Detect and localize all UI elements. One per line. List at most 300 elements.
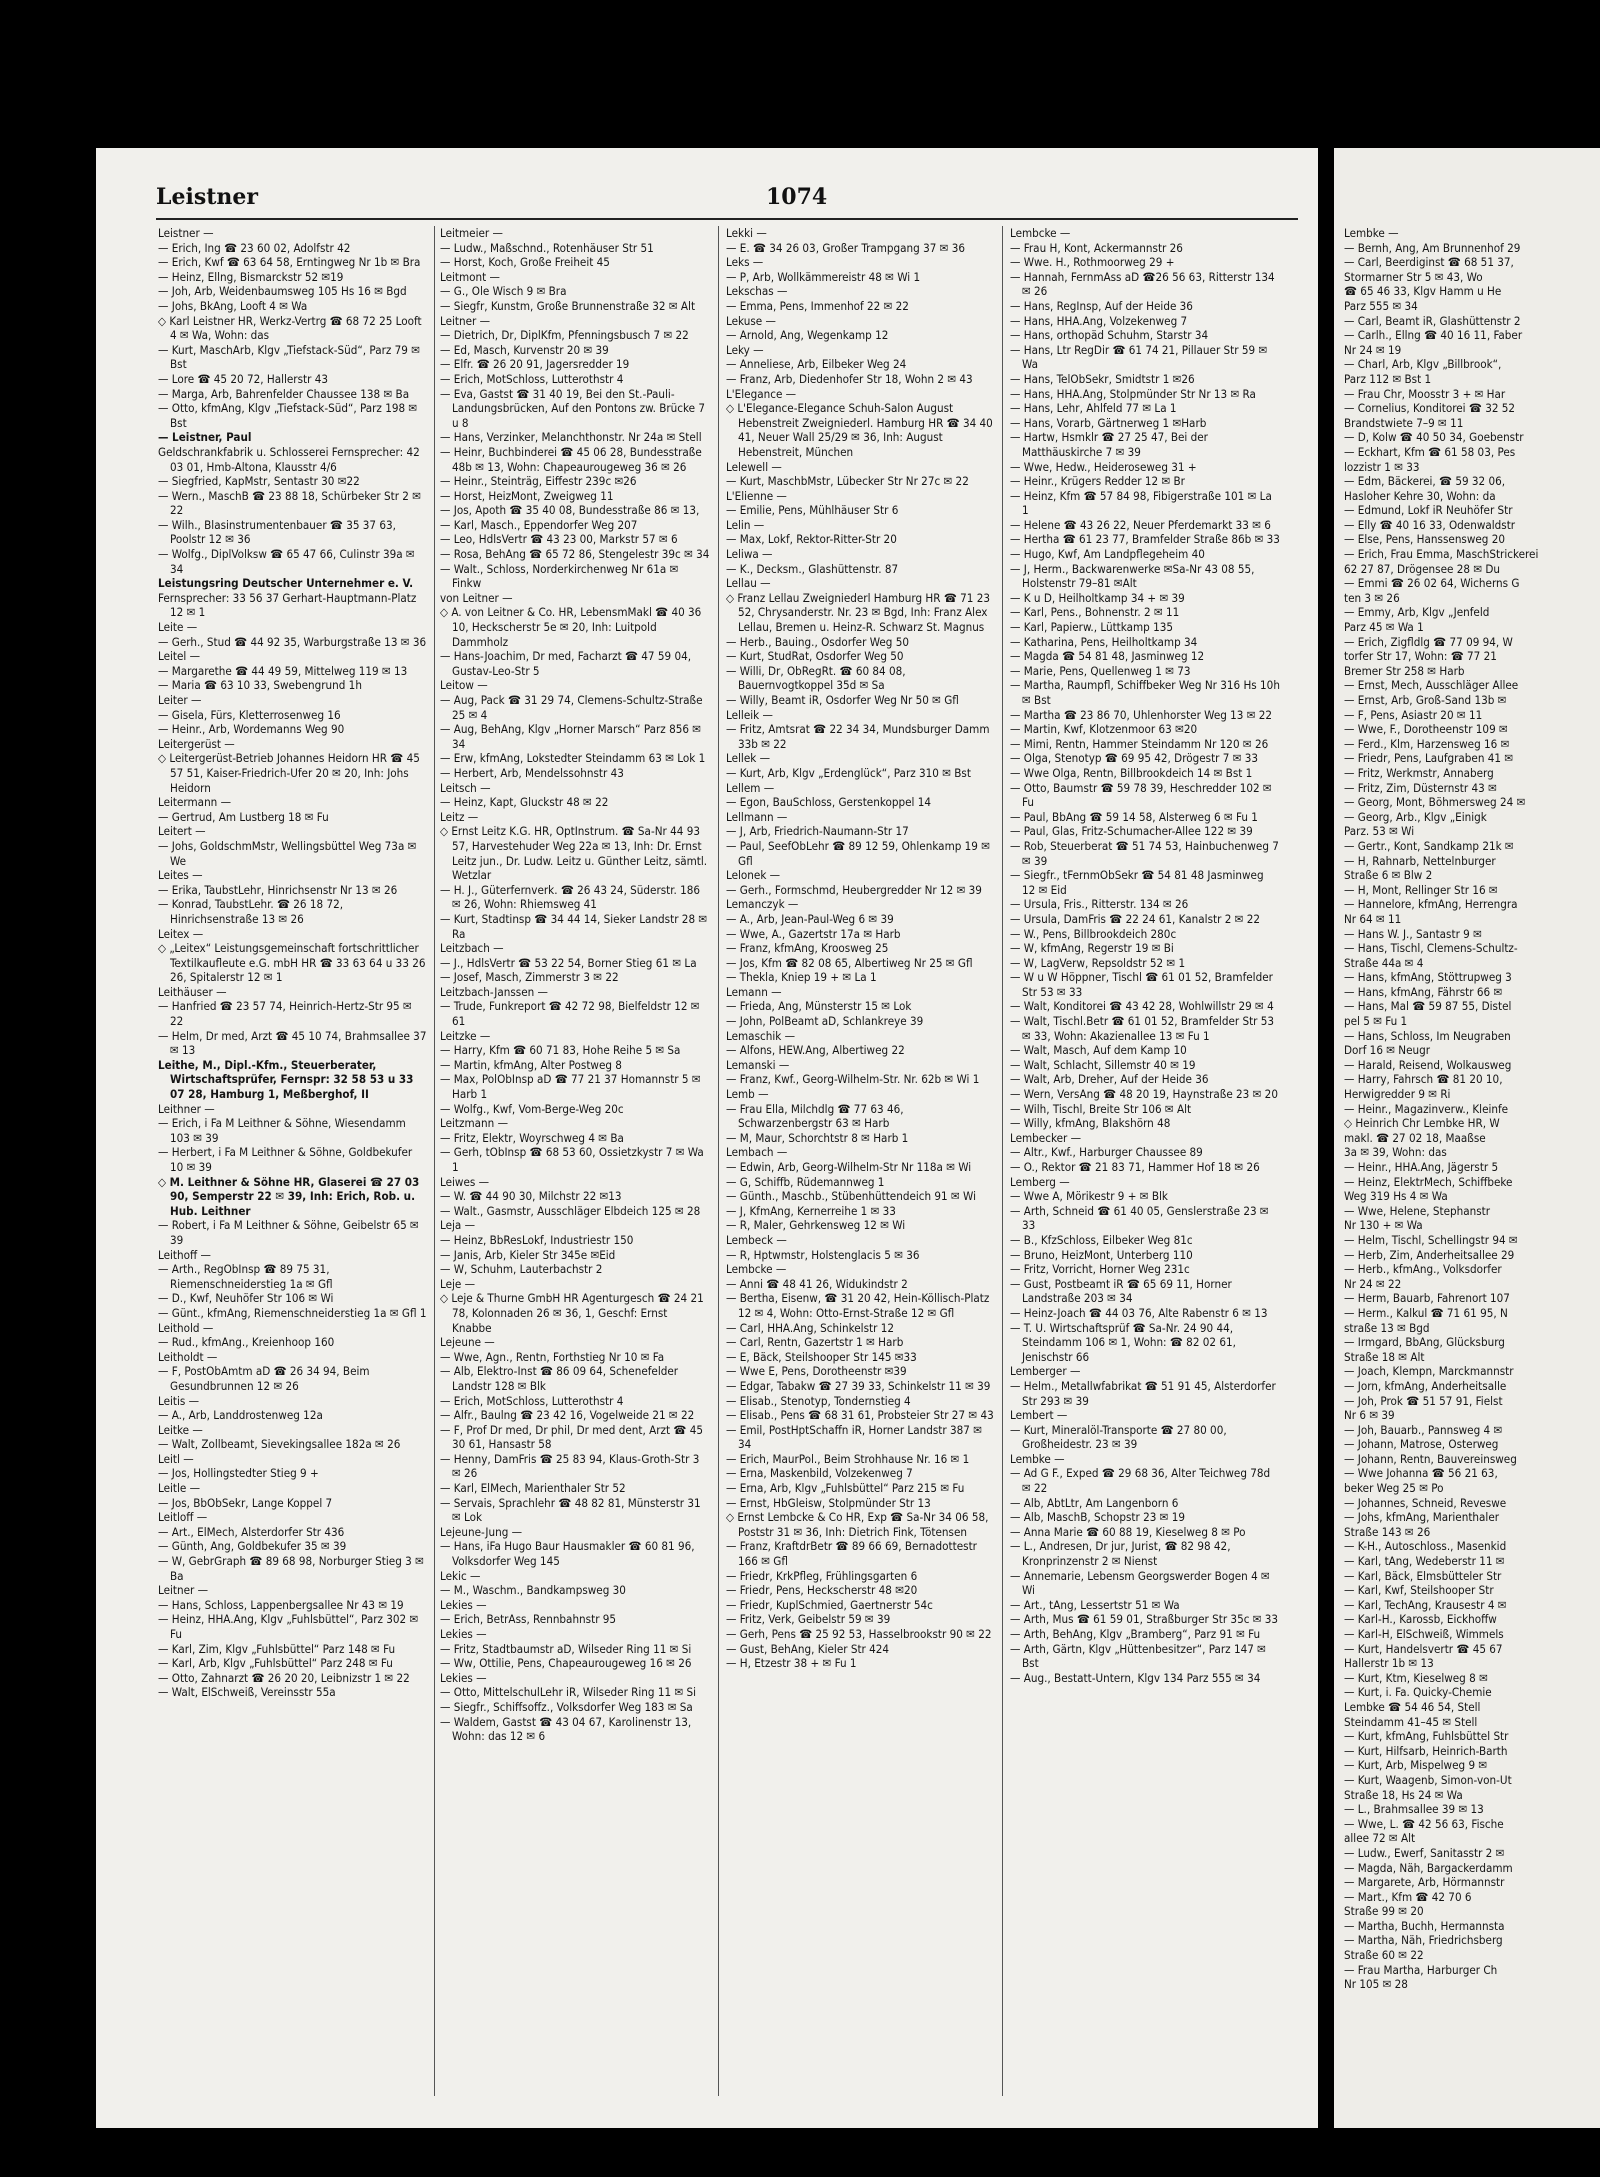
directory-entry: — Wern., MaschB ☎ 23 88 18, Schürbeker Str 2 ✉ 22 [158, 488, 421, 518]
directory-entry: — Hans, Verzinker, Melanchthonstr. Nr 24a ✉ Stell [440, 430, 702, 445]
directory-entry: — Harry, Fahrsch ☎ 81 20 10, [1344, 1072, 1503, 1087]
directory-entry: — Siegfr, Kunstm, Große Brunnenstraße 32 ✉ Alt [440, 298, 696, 313]
directory-entry: Straße 44a ✉ 4 [1344, 955, 1424, 970]
directory-entry: Leite — [158, 620, 198, 635]
directory-entry: — Gerh, tObInsp ☎ 68 53 60, Ossietzkystr 7 ✉ Wa 1 [440, 1145, 704, 1174]
directory-entry: — L., Andresen, Dr jur, Jurist, ☎ 82 98 42, Kronprinzenstr 2 ✉ Nienst [1010, 1539, 1231, 1569]
directory-entry: Nr 64 ✉ 11 [1344, 911, 1402, 926]
directory-entry: Leitmont — [440, 269, 500, 284]
directory-entry: Lemaschik — [726, 1028, 796, 1043]
directory-entry: — G., Ole Wisch 9 ✉ Bra [440, 284, 567, 299]
directory-entry: Nr 6 ✉ 39 [1344, 1408, 1395, 1423]
directory-entry: Straße 143 ✉ 26 [1344, 1524, 1431, 1539]
directory-entry: — B., KfzSchloss, Eilbeker Weg 81c [1010, 1232, 1193, 1247]
directory-entry: — Hartw, Hsmklr ☎ 27 25 47, Bei der Matthäuskirche 7 ✉ 39 [1010, 430, 1208, 459]
directory-entry: — Kurt, Mineralöl-Transporte ☎ 27 80 00, Großheidestr. 23 ✉ 39 [1010, 1422, 1227, 1452]
directory-entry: — A., Arb, Jean-Paul-Weg 6 ✉ 39 [726, 911, 894, 926]
directory-entry: — Alb, MaschB, Schopstr 23 ✉ 19 [1010, 1510, 1185, 1525]
directory-entry: — Franz, kfmAng, Kroosweg 25 [726, 941, 889, 956]
directory-entry: Lemanczyk — [726, 897, 799, 912]
directory-entry: — Ludw., Ewerf, Sanitasstr 2 ✉ [1344, 1845, 1505, 1860]
directory-entry: — Erich, MotSchloss, Lutterothstr 4 [440, 1393, 624, 1408]
directory-entry: — Magda, Näh, Bargackerdamm [1344, 1860, 1513, 1875]
directory-entry: — Edgar, Tabakw ☎ 27 39 33, Schinkelstr 11 ✉ 39 [726, 1378, 991, 1393]
directory-entry: Lembach — [726, 1145, 788, 1160]
directory-entry: — Heinz, Ellng, Bismarckstr 52 ✉19 [158, 269, 344, 284]
directory-entry: — Alfons, HEW.Ang, Albertiweg 22 [726, 1043, 905, 1058]
directory-entry: Brandstwiete 7–9 ✉ 11 [1344, 415, 1464, 430]
directory-entry: — Franz, KraftdrBetr ☎ 89 66 69, Bernadottestr 166 ✉ Gfl [726, 1539, 977, 1569]
directory-entry: Parz 112 ✉ Bst 1 [1344, 371, 1432, 386]
directory-entry: Parz 45 ✉ Wa 1 [1344, 620, 1424, 635]
directory-entry: — Aug., Bestatt-Untern, Klgv 134 Parz 555 ✉ 34 [1010, 1670, 1261, 1685]
directory-entry: — Willy, kfmAng, Blakshörn 48 [1010, 1116, 1171, 1131]
directory-entry: Leithner — [158, 1101, 215, 1116]
directory-entry: — Hans, orthopäd Schuhm, Starstr 34 [1010, 328, 1209, 343]
directory-entry: — Otto, Baumstr ☎ 59 78 39, Heschredder 102 ✉ Fu [1010, 780, 1272, 810]
directory-entry: — Kurt, i. Fa. Quicky-Chemie [1344, 1685, 1492, 1700]
directory-entry: — Max, PolObInsp aD ☎ 77 21 37 Homannstr 5 ✉ Harb 1 [440, 1072, 701, 1102]
directory-entry: — Wwe Olga, Rentn, Billbrookdeich 14 ✉ Bst 1 [1010, 765, 1253, 780]
directory-entry: Leitow — [440, 678, 488, 693]
directory-entry: — Wwe, F., Dorotheenstr 109 ✉ [1344, 722, 1508, 737]
directory-entry: — Hans, Vorarb, Gärtnerweg 1 ✉Harb [1010, 415, 1207, 430]
directory-entry: — Kurt, StudRat, Osdorfer Weg 50 [726, 649, 904, 664]
directory-entry: — Joach, Klempn, Marckmannstr [1344, 1364, 1514, 1379]
directory-entry: — Wwe A, Mörikestr 9 + ✉ Blk [1010, 1189, 1168, 1204]
directory-entry: — Hannah, FernmAss aD ☎26 56 63, Ritterstr 134 ✉ 26 [1010, 269, 1275, 299]
directory-entry: — Bertha, Eisenw, ☎ 31 20 42, Hein-Köllisch-Platz 12 ✉ 4, Wohn: Otto-Ernst-Straße 12 ✉ Gfl [726, 1291, 990, 1320]
directory-entry: Nr 105 ✉ 28 [1344, 1977, 1408, 1992]
directory-entry: — Fritz, Verk, Geibelstr 59 ✉ 39 [726, 1612, 891, 1627]
directory-entry: — John, PolBeamt aD, Schlankreye 39 [726, 1014, 924, 1029]
directory-entry: — R, Maler, Gehrkensweg 12 ✉ Wi [726, 1218, 906, 1233]
directory-entry: — Hans, kfmAng, Fährstr 66 ✉ [1344, 984, 1503, 999]
directory-entry: — H, Mont, Rellinger Str 16 ✉ [1344, 882, 1498, 897]
directory-entry: — Joh, Bauarb., Pannsweg 4 ✉ [1344, 1422, 1503, 1437]
directory-entry: — Johann, Matrose, Osterweg [1344, 1437, 1499, 1452]
directory-entry: — Ernst, Arb, Groß-Sand 13b ✉ [1344, 693, 1507, 707]
column-2 [440, 226, 710, 2106]
directory-entry: ◇ M. Leithner & Söhne HR, Glaserei ☎ 27 03 90, Semperstr 22 ✉ 39, Inh: Erich, Rob. u. Hub. Leithner [158, 1174, 420, 1218]
directory-entry: — F, Prof Dr med, Dr phil, Dr med dent, Arzt ☎ 45 30 61, Hansastr 58 [440, 1422, 703, 1452]
directory-entry: — Dietrich, Dr, DiplKfm, Pfenningsbusch 7 ✉ 22 [440, 328, 689, 343]
directory-entry: — Herb, Zim, Anderheitsallee 29 [1344, 1247, 1515, 1262]
directory-entry: Bremer Str 258 ✉ Harb [1344, 663, 1465, 678]
directory-entry: — Otto, Zahnarzt ☎ 26 20 20, Leibnizstr 1 ✉ 22 [158, 1670, 410, 1685]
directory-entry: pel 5 ✉ Fu 1 [1344, 1014, 1408, 1029]
directory-entry: ◇ „Leitex“ Leistungsgemeinschaft fortschrittlicher Textilkaufleute e.G. mbH HR ☎ 33 63 64 u 33 26 26, Spitalerstr 12 ✉ 1 [158, 941, 426, 985]
column-3 [726, 226, 996, 2106]
directory-entry: Lembke — [1344, 226, 1399, 240]
directory-entry: Nr 130 + ✉ Wa [1344, 1218, 1423, 1233]
directory-entry: Fernsprecher: 33 56 37 Gerhart-Hauptmann-Platz 12 ✉ 1 [158, 590, 417, 620]
directory-entry: — Erich, Kwf ☎ 63 64 58, Erntingweg Nr 1b ✉ Bra [158, 255, 421, 270]
directory-entry: — Heinr., Krügers Redder 12 ✉ Br [1010, 474, 1185, 489]
directory-entry: — Günt., kfmAng, Riemenschneiderstieg 1a ✉ Gfl 1 [158, 1305, 427, 1320]
directory-entry: — Martin, kfmAng, Alter Postweg 8 [440, 1057, 622, 1072]
directory-entry: Lellmann — [726, 809, 788, 824]
directory-page [96, 148, 1318, 2128]
directory-entry: Lejeune-Jung — [440, 1524, 523, 1539]
directory-entry: Leje — [440, 1276, 476, 1291]
directory-entry: — Walt, ElSchweiß, Vereinsstr 55a [158, 1685, 336, 1700]
directory-entry: — Carl, HHA.Ang, Schinkelstr 12 [726, 1320, 894, 1335]
directory-entry: — Arth, BehAng, Klgv „Bramberg“, Parz 91 ✉ Fu [1010, 1627, 1261, 1641]
directory-entry: — Walt, Zollbeamt, Sievekingsallee 182a ✉ 26 [158, 1437, 401, 1452]
directory-entry: — Heinr., Steinträg, Eiffestr 239c ✉26 [440, 474, 637, 489]
directory-entry: — Erw, kfmAng, Lokstedter Steindamm 63 ✉ Lok 1 [440, 751, 706, 766]
directory-entry: Lellem — [726, 780, 775, 795]
directory-entry: — Kurt, MaschArb, Klgv „Tiefstack-Süd“, Parz 79 ✉ Bst [158, 342, 420, 372]
directory-entry: — Hans, iFa Hugo Baur Hausmakler ☎ 60 81 96, Volksdorfer Weg 145 [440, 1539, 695, 1569]
directory-entry: Lekuse — [726, 313, 776, 328]
directory-entry: — Johann, Rentn, Bauvereinsweg [1344, 1451, 1517, 1466]
directory-entry: — Heinz, BbResLokf, Industriestr 150 [440, 1232, 634, 1247]
directory-entry: — Arth, Schneid ☎ 61 40 05, Genslerstraße 23 ✉ 33 [1010, 1203, 1269, 1233]
directory-entry: — Erich, Ing ☎ 23 60 02, Adolfstr 42 [158, 240, 351, 255]
directory-entry: — Gertr., Kont, Sandkamp 21k ✉ [1344, 838, 1514, 853]
directory-entry: — Marie, Pens, Quellenweg 1 ✉ 73 [1010, 663, 1191, 678]
directory-entry: — W. ☎ 44 90 30, Milchstr 22 ✉13 [440, 1189, 622, 1204]
directory-entry: — G, Schiffb, Rüdemannweg 1 [726, 1174, 885, 1189]
directory-entry: — Emmy, Arb, Klgv „Jenfeld [1344, 605, 1490, 620]
directory-entry: — Lore ☎ 45 20 72, Hallerstr 43 [158, 371, 328, 386]
directory-entry: — Walt., Schloss, Norderkirchenweg Nr 61a ✉ Finkw [440, 561, 679, 591]
directory-entry: Leitis — [158, 1393, 200, 1408]
directory-entry: Lembert — [1010, 1408, 1068, 1423]
directory-entry: — Martin, Kwf, Klotzenmoor 63 ✉20 [1010, 722, 1198, 737]
directory-entry: — Hertha ☎ 61 23 77, Bramfelder Straße 86b ✉ 33 [1010, 532, 1280, 547]
directory-entry: — Ad G F., Exped ☎ 29 68 36, Alter Teichweg 78d ✉ 22 [1010, 1466, 1271, 1496]
directory-entry: Lelewell — [726, 459, 782, 474]
directory-entry: — Willi, Dr, ObRegRt. ☎ 60 84 08, Bauernvogtkoppel 35d ✉ Sa [726, 663, 906, 693]
directory-entry: — Jos, Apoth ☎ 35 40 08, Bundesstraße 86 ✉ 13, [440, 503, 700, 518]
directory-entry: — Wwe, L. ☎ 42 56 63, Fische [1344, 1816, 1504, 1831]
directory-entry: — Hanfried ☎ 23 57 74, Heinrich-Hertz-Str 95 ✉ 22 [158, 999, 412, 1029]
directory-entry: Lembcke — [726, 1262, 787, 1277]
directory-entry: — Katharina, Pens, Heilholtkamp 34 [1010, 634, 1198, 649]
directory-entry: Hallerstr 1b ✉ 13 [1344, 1656, 1434, 1671]
directory-entry: — H, Etzestr 38 + ✉ Fu 1 [726, 1656, 857, 1671]
directory-entry: — Art., tAng, Lessertstr 51 ✉ Wa [1010, 1597, 1180, 1612]
directory-entry: — K., Decksm., Glashüttenstr. 87 [726, 561, 899, 576]
directory-entry: — Carl, Rentn, Gazertstr 1 ✉ Harb [726, 1335, 904, 1350]
directory-entry: — Edmund, Lokf iR Neuhöfer Str [1344, 503, 1513, 518]
directory-entry: — Carl, Beerdiginst ☎ 68 51 37, [1344, 255, 1514, 270]
directory-entry: — Helm, Dr med, Arzt ☎ 45 10 74, Brahmsallee 37 ✉ 13 [158, 1028, 427, 1058]
directory-entry: — Eva, Gastst ☎ 31 40 19, Bei den St.-Pauli-Landungsbrücken, Auf den Pontons zw. Brücke 7 u 8 [440, 386, 705, 430]
directory-entry: — P, Arb, Wollkämmereistr 48 ✉ Wi 1 [726, 269, 921, 284]
directory-entry: — Helm., Metallwfabrikat ☎ 51 91 45, Alsterdorfer Str 293 ✉ 39 [1010, 1378, 1276, 1408]
directory-entry: — Karl, TechAng, Krausestr 4 ✉ [1344, 1597, 1507, 1612]
directory-entry: Lemanski — [726, 1057, 790, 1072]
directory-entry: — Rosa, BehAng ☎ 65 72 86, Stengelestr 39c ✉ 34 [440, 547, 710, 562]
directory-entry: — Henny, DamFris ☎ 25 83 94, Klaus-Groth-Str 3 ✉ 26 [440, 1451, 700, 1481]
directory-entry: — Walt, Schlacht, Sillemstr 40 ✉ 19 [1010, 1057, 1196, 1072]
directory-entry: — Kurt, Waagenb, Simon-von-Ut [1344, 1772, 1512, 1787]
directory-entry: — D., Kwf, Neuhöfer Str 106 ✉ Wi [158, 1291, 334, 1306]
directory-entry: Stormarner Str 5 ✉ 43, Wo [1344, 269, 1483, 284]
directory-entry: — Wwe, Hedw., Heideroseweg 31 + [1010, 459, 1197, 474]
directory-entry: — Erika, TaubstLehr, Hinrichsenstr Nr 13 ✉ 26 [158, 882, 398, 897]
directory-entry: Leitmeier — [440, 226, 503, 240]
directory-entry: — Karl, Bäck, Elmsbütteler Str [1344, 1568, 1502, 1583]
directory-entry: — Margarethe ☎ 44 49 59, Mittelweg 119 ✉ 13 [158, 663, 408, 678]
directory-entry: Lembcke — [1010, 226, 1071, 240]
directory-entry: — Ursula, Fris., Ritterstr. 134 ✉ 26 [1010, 897, 1189, 912]
directory-entry: Lekies — [440, 1597, 487, 1612]
directory-entry: — Heinz, ElektrMech, Schiffbeke [1344, 1174, 1513, 1189]
directory-entry: — Wwe, Agn., Rentn, Forthstieg Nr 10 ✉ Fa [440, 1349, 665, 1364]
directory-entry: — Walt, Tischl.Betr ☎ 61 01 52, Bramfelder Str 53 ✉ 33, Wohn: Akazienallee 13 ✉ Fu 1 [1010, 1014, 1275, 1043]
directory-entry: Leitert — [158, 824, 206, 839]
directory-entry: — Ed, Masch, Kurvenstr 20 ✉ 39 [440, 342, 609, 357]
directory-entry: ◇ A. von Leitner & Co. HR, LebensmMakl ☎ 40 36 10, Heckscherstr 5e ✉ 20, Inh: Luitpold Dammholz [440, 605, 702, 649]
directory-entry: — Erich, MotSchloss, Lutterothstr 4 [440, 371, 624, 386]
directory-entry: Straße 18 ✉ Alt [1344, 1349, 1425, 1364]
directory-entry: — Gertrud, Am Lustberg 18 ✉ Fu [158, 809, 329, 824]
directory-entry: — Ludw., Maßschnd., Rotenhäuser Str 51 [440, 240, 654, 255]
directory-entry: — Gerh., Stud ☎ 44 92 35, Warburgstraße 13 ✉ 36 [158, 634, 427, 649]
directory-entry: — Bruno, HeizMont, Unterberg 110 [1010, 1247, 1193, 1262]
directory-entry: — Karl-H, ElSchweiß, Wimmels [1344, 1627, 1504, 1641]
directory-entry: — Harry, Kfm ☎ 60 71 83, Hohe Reihe 5 ✉ Sa [440, 1043, 681, 1058]
directory-entry: — Georg, Arb., Klgv „Einigk [1344, 809, 1487, 824]
directory-entry: — Martha, Raumpfl, Schiffbeker Weg Nr 316 Hs 10h ✉ Bst [1010, 678, 1280, 707]
directory-entry: — Karl, Zim, Klgv „Fuhlsbüttel“ Parz 148 ✉ Fu [158, 1641, 396, 1656]
directory-entry: — Wwe E, Pens, Dorotheenstr ✉39 [726, 1364, 907, 1379]
directory-entry: Lejeune — [440, 1335, 495, 1350]
directory-entry: — Edm, Bäckerei, ☎ 59 32 06, [1344, 474, 1506, 489]
directory-entry: Leja — [440, 1218, 476, 1233]
directory-entry: — Frieda, Ang, Münsterstr 15 ✉ Lok [726, 999, 912, 1014]
directory-entry: Leitke — [158, 1422, 203, 1437]
directory-entry: Lekki — [726, 226, 767, 240]
directory-entry: Lemb — [726, 1087, 769, 1102]
directory-entry: — Walt, Konditorei ☎ 43 42 28, Wohlwillstr 29 ✉ 4 [1010, 999, 1274, 1014]
directory-entry: — Hans, Lehr, Ahlfeld 77 ✉ La 1 [1010, 401, 1177, 416]
directory-entry: Lelonek — [726, 868, 781, 883]
directory-entry: — H, Rahnarb, Nettelnburger [1344, 853, 1496, 868]
directory-entry: — Trude, Funkreport ☎ 42 72 98, Bielfeldstr 12 ✉ 61 [440, 999, 700, 1029]
directory-entry: torfer Str 17, Wohn: ☎ 77 21 [1344, 649, 1497, 664]
directory-entry: — Karl, Arb, Klgv „Fuhlsbüttel“ Parz 248 ✉ Fu [158, 1656, 393, 1671]
directory-entry: — Hannelore, kfmAng, Herrengra [1344, 897, 1518, 912]
directory-entry: L'Elegance — [726, 386, 797, 401]
directory-entry: — Jos, Kfm ☎ 82 08 65, Albertiweg Nr 25 ✉ Gfl [726, 955, 973, 970]
directory-entry: — Heinr., HHA.Ang, Jägerstr 5 [1344, 1160, 1499, 1174]
directory-entry: — Anni ☎ 48 41 26, Widukindstr 2 [726, 1276, 908, 1291]
directory-entry: — Karl, tAng, Wedeberstr 11 ✉ [1344, 1554, 1505, 1569]
directory-entry: — Emma, Pens, Immenhof 22 ✉ 22 [726, 298, 909, 313]
directory-entry: — T. U. Wirtschaftsprüf ☎ Sa-Nr. 24 90 44, Steindamm 106 ✉ 1, Wohn: ☎ 82 02 61, Jenischstr 66 [1010, 1320, 1236, 1364]
directory-entry: ☎ 65 46 33, Klgv Hamm u He [1344, 284, 1502, 299]
directory-entry: Lekies — [440, 1627, 487, 1641]
directory-entry: ◇ Franz Lellau Zweigniederl Hamburg HR ☎ 71 23 52, Chrysanderstr. Nr. 23 ✉ Bgd, Inh: Franz Alex Lellau, Bremen u. Heinz-R. Schwarz St. Magnus [726, 590, 990, 635]
directory-entry: — Karl-H., Karossb, Eickhoffw [1344, 1612, 1497, 1627]
directory-entry: — Otto, MittelschulLehr iR, Wilseder Ring 11 ✉ Si [440, 1685, 697, 1700]
directory-entry: — Herm., Kalkul ☎ 71 61 95, N [1344, 1305, 1508, 1320]
directory-entry: — Joh, Prok ☎ 51 57 91, Fielst [1344, 1393, 1503, 1408]
directory-entry: — Hans, Tischl, Clemens-Schultz- [1344, 941, 1518, 956]
directory-entry: Hasloher Kehre 30, Wohn: da [1344, 488, 1496, 503]
directory-entry: — Elisab., Stenotyp, Tondernstieg 4 [726, 1393, 911, 1408]
directory-entry: Leitzmann — [440, 1116, 509, 1131]
directory-entry: — Mimi, Rentn, Hammer Steindamm Nr 120 ✉ 26 [1010, 736, 1269, 751]
directory-entry: — Otto, kfmAng, Klgv „Tiefstack-Süd“, Parz 198 ✉ Bst [158, 401, 418, 430]
directory-entry: — Charl, Arb, Klgv „Billbrook“, [1344, 357, 1502, 372]
directory-entry: ten 3 ✉ 26 [1344, 590, 1400, 605]
directory-entry: — Max, Lokf, Rektor-Ritter-Str 20 [726, 532, 897, 547]
directory-entry: — Johs, kfmAng, Marienthaler [1344, 1510, 1500, 1525]
directory-entry: — Leistner, Paul [158, 430, 252, 445]
directory-entry: — K-H., Autoschloss., Masenkid [1344, 1539, 1507, 1554]
directory-entry: — Horst, HeizMont, Zweigweg 11 [440, 488, 614, 503]
directory-entry: Lemberger — [1010, 1364, 1081, 1379]
directory-entry: Leitl — [158, 1451, 194, 1466]
directory-entry: Lellek — [726, 751, 771, 766]
directory-entry: — Hans, RegInsp, Auf der Heide 36 [1010, 298, 1193, 313]
directory-entry: — Ursula, DamFris ☎ 22 24 61, Kanalstr 2 ✉ 22 [1010, 911, 1260, 926]
directory-entry: — R, Hptwmstr, Holstenglacis 5 ✉ 36 [726, 1247, 920, 1262]
directory-entry: Leitner — [440, 313, 491, 328]
directory-entry: — Elly ☎ 40 16 33, Odenwaldstr [1344, 517, 1516, 532]
directory-entry: ◇ Karl Leistner HR, Werkz-Vertrg ☎ 68 72 25 Looft 4 ✉ Wa, Wohn: das [158, 313, 422, 343]
directory-entry: — Edwin, Arb, Georg-Wilhelm-Str Nr 118a ✉ Wi [726, 1160, 972, 1174]
directory-entry: — Alb, AbtLtr, Am Langenborn 6 [1010, 1495, 1179, 1510]
directory-entry: — Erna, Maskenbild, Volzekenweg 7 [726, 1466, 913, 1481]
directory-entry: — Frau Martha, Harburger Ch [1344, 1962, 1498, 1977]
directory-entry: 3a ✉ 39, Wohn: das [1344, 1145, 1447, 1160]
directory-entry: — Kurt, Hilfsarb, Heinrich-Barth [1344, 1743, 1508, 1758]
directory-entry: Lembeck — [726, 1232, 787, 1247]
directory-entry: — Herm, Bauarb, Fahrenort 107 [1344, 1291, 1510, 1306]
directory-entry: — Erna, Arb, Klgv „Fuhlsbüttel“ Parz 215 ✉ Fu [726, 1481, 965, 1496]
directory-entry: — Frau H, Kont, Ackermannstr 26 [1010, 240, 1183, 255]
directory-entry: — Ferd., Klm, Harzensweg 16 ✉ [1344, 736, 1510, 751]
directory-entry: Straße 18, Hs 24 ✉ Wa [1344, 1787, 1463, 1802]
directory-entry: — Gust, BehAng, Kieler Str 424 [726, 1641, 890, 1656]
directory-entry: Leithe, M., Dipl.-Kfm., Steuerberater, Wirtschaftsprüfer, Fernspr: 32 58 53 u 33 07 28, Hamburg 1, Meßberghof, II [158, 1057, 414, 1102]
directory-entry: Leitzbach-Janssen — [440, 984, 548, 999]
directory-entry: — Cornelius, Konditorei ☎ 32 52 [1344, 401, 1516, 416]
directory-entry: — Aug, Pack ☎ 31 29 74, Clemens-Schultz-Straße 25 ✉ 4 [440, 693, 703, 722]
directory-entry: — Fritz, Zim, Düsternstr 43 ✉ [1344, 780, 1497, 795]
directory-entry: — Herbert, i Fa M Leithner & Söhne, Goldbekufer 10 ✉ 39 [158, 1145, 413, 1174]
directory-entry: — Bernh, Ang, Am Brunnenhof 29 [1344, 240, 1521, 255]
directory-entry: — M, Maur, Schorchtstr 8 ✉ Harb 1 [726, 1130, 909, 1145]
column-divider [434, 226, 435, 2096]
directory-entry: ◇ Leitergerüst-Betrieb Johannes Heidorn HR ☎ 45 57 51, Kaiser-Friedrich-Ufer 20 ✉ 20, Inh: Johs Heidorn [158, 751, 420, 795]
directory-entry: Leitner — [158, 1583, 209, 1598]
directory-entry: — Martha, Buchh, Hermannsta [1344, 1918, 1505, 1933]
directory-entry: ◇ Heinrich Chr Lembke HR, W [1344, 1116, 1500, 1131]
directory-entry: — Helm, Tischl, Schellingstr 94 ✉ [1344, 1232, 1518, 1247]
directory-entry: — Heinz, Kfm ☎ 57 84 98, Fibigerstraße 101 ✉ La 1 [1010, 488, 1272, 518]
directory-entry: — Gisela, Fürs, Kletterrosenweg 16 [158, 707, 341, 722]
directory-entry: — Siegfr., tFernmObSekr ☎ 54 81 48 Jasminweg 12 ✉ Eid [1010, 868, 1264, 897]
directory-entry: — Karl, Pens., Bohnenstr. 2 ✉ 11 [1010, 605, 1180, 620]
directory-entry: Lekies — [440, 1670, 487, 1685]
directory-entry: Lekschas — [726, 284, 788, 299]
directory-entry: — Arth., RegObInsp ☎ 89 75 31, Riemenschneiderstieg 1a ✉ Gfl [158, 1262, 333, 1291]
directory-entry: — Martha ☎ 23 86 70, Uhlenhorster Weg 13 ✉ 22 [1010, 707, 1273, 722]
directory-entry: — Erich, Frau Emma, MaschStrickerei [1344, 547, 1539, 562]
directory-entry: Leithoff — [158, 1247, 211, 1262]
directory-entry: — D, Kolw ☎ 40 50 34, Goebenstr [1344, 430, 1524, 445]
directory-entry: — Hans-Joachim, Dr med, Facharzt ☎ 47 59 04, Gustav-Leo-Str 5 [440, 649, 692, 678]
directory-entry: — Fritz, Elektr, Woyrschweg 4 ✉ Ba [440, 1130, 624, 1145]
directory-entry: — Paul, Glas, Fritz-Schumacher-Allee 122 ✉ 39 [1010, 824, 1253, 839]
directory-entry: — Herbert, Arb, Mendelssohnstr 43 [440, 765, 624, 780]
directory-entry: makl. ☎ 27 02 18, Maaßse [1344, 1130, 1486, 1145]
directory-entry: — K u D, Heilholtkamp 34 + ✉ 39 [1010, 590, 1185, 605]
directory-entry: — Günth, Ang, Goldbekufer 35 ✉ 39 [158, 1539, 347, 1554]
directory-entry: — Aug, BehAng, Klgv „Horner Marsch“ Parz 856 ✉ 34 [440, 722, 702, 751]
directory-entry: — Magda ☎ 54 81 48, Jasminweg 12 [1010, 649, 1205, 664]
directory-entry: — Heinz, Kapt, Gluckstr 48 ✉ 22 [440, 795, 609, 810]
directory-entry: Leitloff — [158, 1510, 208, 1525]
directory-entry: von Leitner — [440, 590, 513, 605]
directory-entry: — Hans, HHA.Ang, Volzekenweg 7 [1010, 313, 1188, 328]
directory-entry: — Arth, Mus ☎ 61 59 01, Straßburger Str 35c ✉ 33 [1010, 1612, 1279, 1627]
directory-entry: — Kurt, MaschbMstr, Lübecker Str Nr 27c ✉ 22 [726, 474, 969, 489]
directory-entry: Steindamm 41–45 ✉ Stell [1344, 1714, 1478, 1729]
directory-entry: — Hans, Schloss, Im Neugraben [1344, 1028, 1511, 1043]
directory-entry: — Friedr, KrkPfleg, Frühlingsgarten 6 [726, 1568, 918, 1583]
directory-entry: — Erich, MaurPol., Beim Strohhause Nr. 16 ✉ 1 [726, 1451, 970, 1466]
page-header [156, 184, 1298, 214]
directory-entry: — Robert, i Fa M Leithner & Söhne, Geibelstr 65 ✉ 39 [158, 1218, 419, 1247]
directory-entry: — W., Pens, Billbrookdeich 280c [1010, 926, 1177, 941]
directory-entry: — Thekla, Kniep 19 + ✉ La 1 [726, 970, 877, 985]
directory-entry: — Fritz, Werkmstr, Annaberg [1344, 765, 1494, 780]
directory-entry: Leitermann — [158, 795, 232, 810]
directory-entry: — Johs, BkAng, Looft 4 ✉ Wa [158, 298, 308, 313]
directory-entry: — Walt, Arb, Dreher, Auf der Heide 36 [1010, 1072, 1209, 1087]
directory-entry: — Karl, Kwf, Steilshooper Str [1344, 1583, 1494, 1598]
directory-entry: — J, KfmAng, Kernerreihe 1 ✉ 33 [726, 1203, 896, 1218]
directory-entry: — Helene ☎ 43 26 22, Neuer Pferdemarkt 33 ✉ 6 [1010, 517, 1271, 532]
directory-entry: Lembke ☎ 54 46 54, Stell [1344, 1699, 1481, 1714]
directory-entry: — Kurt, kfmAng, Fuhlsbüttel Str [1344, 1729, 1509, 1744]
directory-entry: — Josef, Masch, Zimmerstr 3 ✉ 22 [440, 970, 619, 985]
directory-entry: — F, Pens, Asiastr 20 ✉ 11 [1344, 707, 1483, 722]
directory-entry: — Hans, kfmAng, Stöttrupweg 3 [1344, 970, 1512, 985]
directory-entry: — Waldem, Gastst ☎ 43 04 67, Karolinenstr 13, Wohn: das 12 ✉ 6 [440, 1714, 692, 1744]
directory-entry: — Kurt, Ktm, Kieselweg 8 ✉ [1344, 1670, 1488, 1685]
directory-entry: Herwigredder 9 ✉ Ri [1344, 1087, 1451, 1102]
directory-entry: Leks — [726, 255, 764, 270]
directory-entry: Leitex — [158, 926, 204, 941]
directory-entry: — Walt, Masch, Auf dem Kamp 10 [1010, 1043, 1187, 1058]
directory-entry: Leitholdt — [158, 1349, 218, 1364]
directory-entry: — Else, Pens, Hanssensweg 20 [1344, 532, 1506, 547]
directory-entry: Straße 99 ✉ 20 [1344, 1904, 1424, 1919]
directory-entry: — O., Rektor ☎ 21 83 71, Hammer Hof 18 ✉ 26 [1010, 1160, 1260, 1174]
directory-entry: — Jorn, kfmAng, Anderheitsalle [1344, 1378, 1507, 1393]
directory-entry: — Leo, HdlsVertr ☎ 43 23 00, Markstr 57 ✉ 6 [440, 532, 678, 547]
directory-entry: — Elisab., Pens ☎ 68 31 61, Probsteier Str 27 ✉ 43 [726, 1408, 994, 1423]
directory-entry: Lekic — [440, 1568, 481, 1583]
directory-entry: — Gerh., Formschmd, Heubergredder Nr 12 ✉ 39 [726, 882, 982, 897]
directory-entry: — Wolfg., DiplVolksw ☎ 65 47 66, Culinstr 39a ✉ 34 [158, 547, 415, 576]
directory-entry: — Wilh, Tischl, Breite Str 106 ✉ Alt [1010, 1101, 1192, 1116]
directory-entry: — Ernst, Mech, Ausschläger Allee [1344, 678, 1519, 693]
directory-entry: Lembecker — [1010, 1130, 1082, 1145]
directory-entry: — Altr., Kwf., Harburger Chaussee 89 [1010, 1145, 1203, 1160]
